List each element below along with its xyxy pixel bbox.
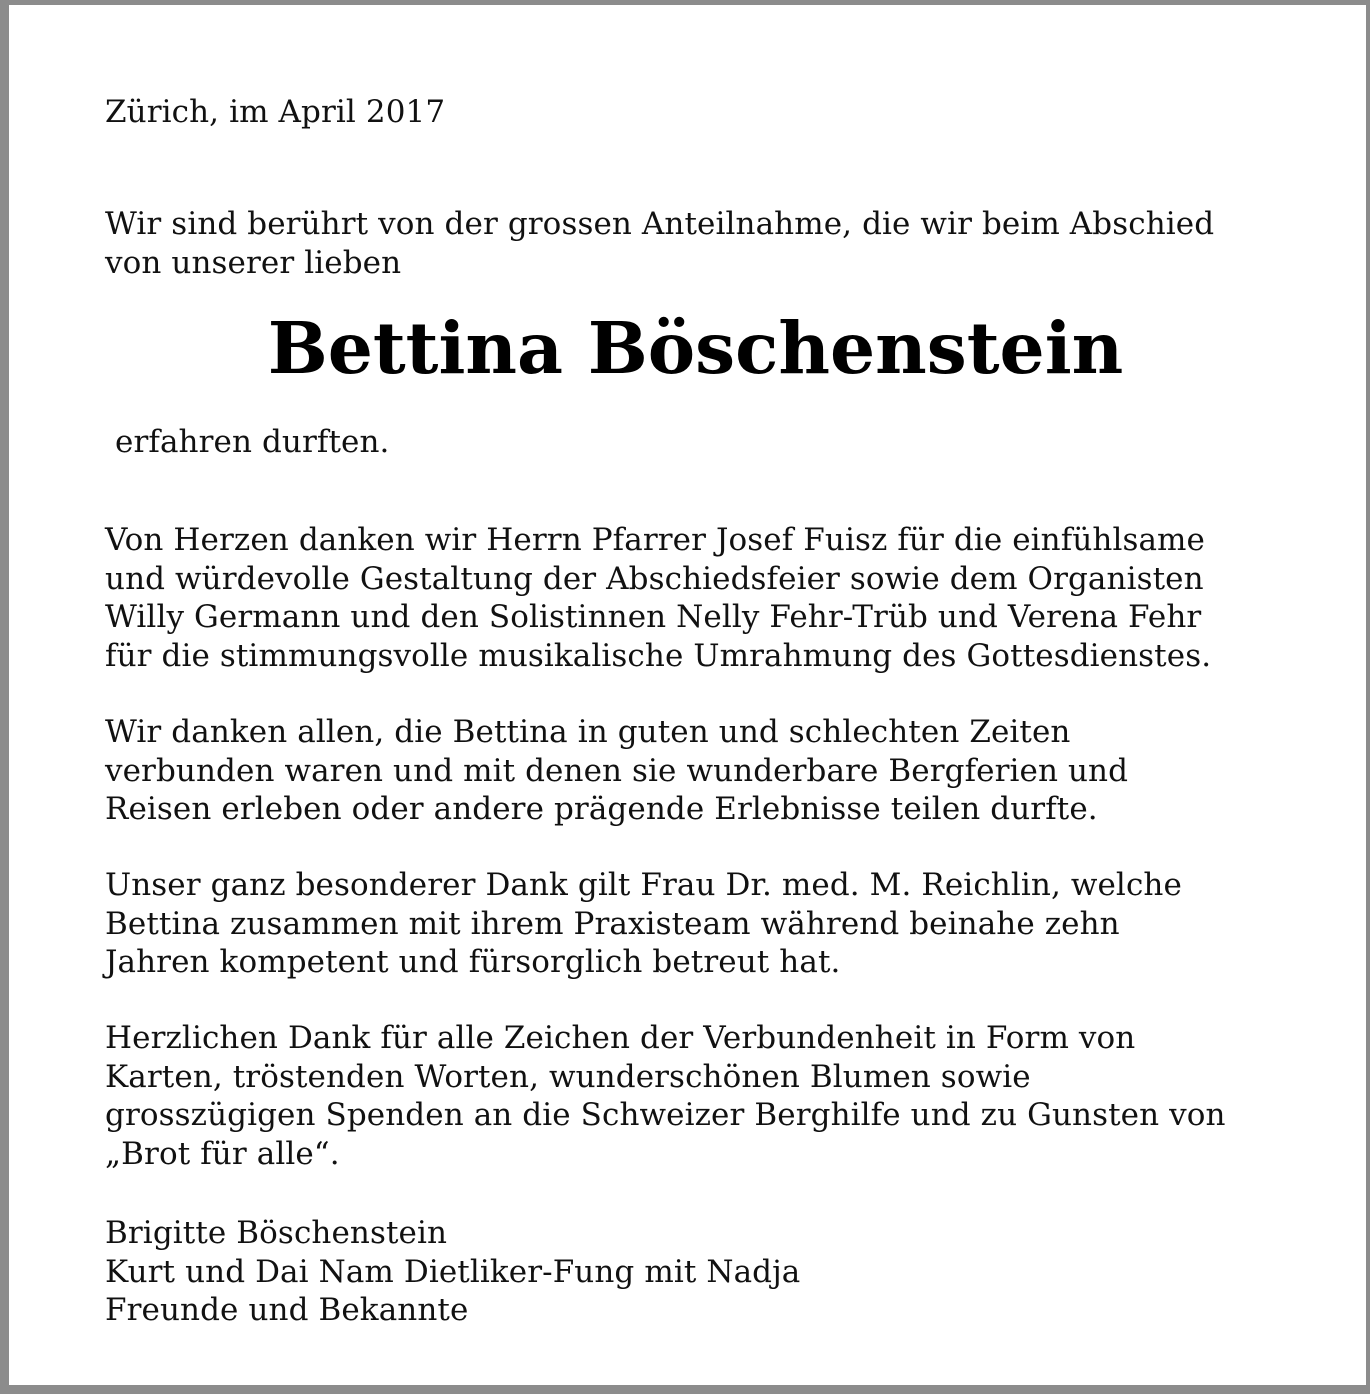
paragraph-line: für die stimmungsvolle musikalische Umrahmung des Gottesdienstes. xyxy=(105,637,1212,674)
paragraph-line: Herzlichen Dank für alle Zeichen der Verbundenheit in Form von xyxy=(105,1020,1136,1056)
intro-line: Wir sind berührt von der grossen Anteilnahme, die wir beim Abschied xyxy=(105,206,1215,242)
signature-line: Brigitte Böschenstein xyxy=(105,1215,448,1251)
paragraph-thanks-friends xyxy=(105,713,1128,829)
after-name-line: erfahren durften. xyxy=(115,424,390,460)
date-line xyxy=(105,93,445,132)
paragraph-line: Bettina zusammen mit ihrem Praxisteam während beinahe zehn xyxy=(105,905,1120,942)
paragraph-thanks-ceremony xyxy=(105,521,1211,675)
paragraph-line: und würdevolle Gestaltung der Abschiedsfeier sowie dem Organisten xyxy=(105,560,1204,597)
paragraph-line: Jahren kompetent und fürsorglich betreut hat. xyxy=(105,944,841,980)
paragraph-line: Karten, tröstenden Worten, wunderschönen Blumen sowie xyxy=(105,1058,1031,1095)
intro-line: von unserer lieben xyxy=(105,244,402,281)
deceased-name-heading: Bettina Böschenstein xyxy=(267,306,1124,390)
signature-line: Kurt und Dai Nam Dietliker-Fung mit Nadja xyxy=(105,1253,801,1290)
signature-block xyxy=(105,1214,800,1330)
paragraph-line: Reisen erleben oder andere prägende Erlebnisse teilen durfte. xyxy=(105,791,1098,827)
signature-line: Freunde und Bekannte xyxy=(105,1292,469,1328)
date-text: Zürich, im April 2017 xyxy=(105,94,446,130)
intro-text xyxy=(105,205,1214,282)
paragraph-line: Unser ganz besonderer Dank gilt Frau Dr. med. M. Reichlin, welche xyxy=(105,867,1182,903)
paragraph-thanks-doctor xyxy=(105,866,1182,982)
paragraph-thanks-condolences xyxy=(105,1019,1226,1173)
paragraph-line: verbunden waren und mit denen sie wunderbare Bergferien und xyxy=(105,752,1129,789)
paragraph-line: grosszügigen Spenden an die Schweizer Berghilfe und zu Gunsten von xyxy=(105,1097,1226,1133)
paragraph-line: „Brot für alle“. xyxy=(105,1135,340,1172)
after-name-text xyxy=(115,423,390,462)
paragraph-line: Wir danken allen, die Bettina in guten und schlechten Zeiten xyxy=(105,714,1071,750)
paragraph-line: Von Herzen danken wir Herrn Pfarrer Josef Fuisz für die einfühlsame xyxy=(105,522,1205,558)
paragraph-line: Willy Germann und den Solistinnen Nelly Fehr-Trüb und Verena Fehr xyxy=(105,599,1202,635)
